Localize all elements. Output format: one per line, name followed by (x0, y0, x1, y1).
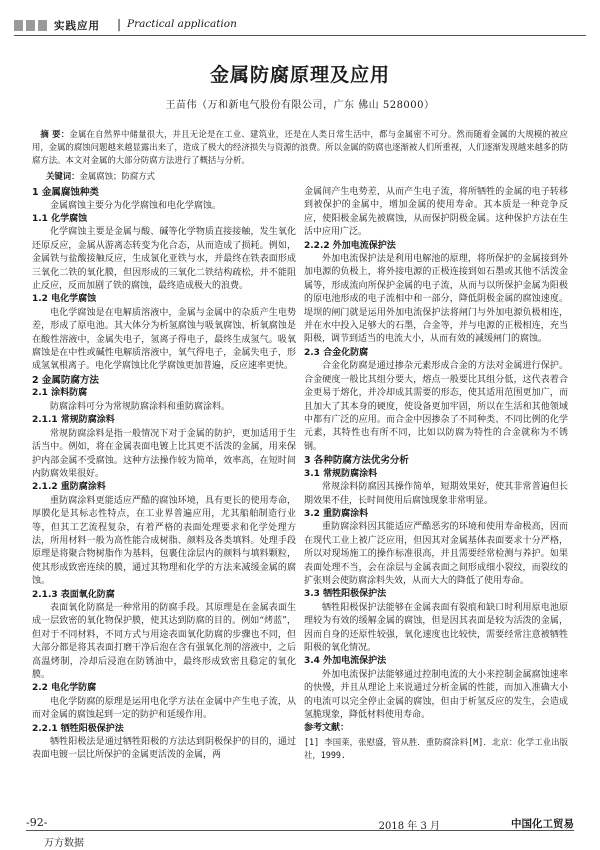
body-column-right (304, 186, 568, 763)
abstract-text: 金属在自然界中储量很大，并且无论是在工业、建筑业，还是在人类日常生活中，都与金属密不可分。然而随着金属的大规模的被应用，金属的腐蚀问题越来越显露出来了，造成了极大的经济损失与资源的浪费。所以金属的防腐也逐渐被人们所重视，人们逐渐发现越来越多的防腐方法。本文对金属的大部分防腐方法进行了概括与分析。 (32, 129, 568, 166)
body-column-left (32, 186, 296, 763)
header-section-cn: 实践应用 (54, 20, 100, 32)
article-author: 王苗伟（万和新电气股份有限公司，广东 佛山 528000） (165, 100, 435, 111)
right-subsection-heading: 3.4 外加电流保护法 (304, 656, 387, 667)
left-subsection-heading: 2.2.1 牺牲阳极保护法 (32, 723, 124, 734)
abstract-label: 摘 要： (40, 129, 70, 139)
left-subsection-heading: 2.1.1 常规防腐涂料 (32, 415, 115, 426)
left-section-heading: 1 金属腐蚀种类 (32, 187, 99, 198)
header-decor-squares (14, 20, 48, 31)
left-body-paragraph: 牺牲阳极法是通过牺牲阳极的方法达到阴极保护的目的，通过表面电镀一层比所保护的金属更活泼的金属，两 (32, 737, 296, 761)
right-body-paragraph: 外加电流保护法能够通过控制电流的大小来控制金属腐蚀速率的快慢，并且从理论上来说通过分析金属的性能，而加入准确大小的电流可以完全停止金属的腐蚀，但由于析氢反应的发生，会造成氢脆现象，降低材料使用寿命。 (304, 669, 568, 721)
left-subsection-heading: 2.1.2 重防腐涂料 (32, 482, 106, 493)
right-subsection-heading: 3.2 重防腐涂料 (304, 508, 369, 519)
article-title: 金属防腐原理及应用 (209, 64, 390, 86)
right-subsection-heading: 3.1 常规防腐涂料 (304, 468, 378, 479)
left-body-paragraph: 重防腐涂料更能适应严酷的腐蚀环境，具有更长的使用寿命，厚膜化是其标志性特点，在工业界普遍应用，尤其船舶制造行业等，但其工艺流程复杂，有着严格的表面处理要求和化学处理方法，所用材料一般为高性能合成树脂、颜料及各类填料。处理手段原理是将聚合物树脂作为基料，包裹住涂层内的颜料与填料颗粒，使其形成致密连续的膜，通过其物理和化学的方法来减缓金属的腐蚀。 (32, 495, 296, 587)
header-separator: | (117, 17, 122, 31)
page-footer (26, 816, 574, 849)
database-brand: 万方数据 (44, 838, 84, 849)
right-subsection-heading: 2.3 合金化防腐 (304, 347, 369, 358)
abstract (32, 128, 568, 168)
right-body-paragraph: 常规涂料防腐因其操作简单，短期效果好，使其非常普遍但长期效果不佳，长时间使用后腐蚀现象非常明显。 (304, 482, 568, 506)
right-body-paragraph: 金属间产生电势差，从而产生电子流，将所牺牲的金属的电子转移到被保护的金属中，增加金属的使用寿命。其本质是一种竞争反应，使阳极金属先被腐蚀，从而保护阴极金属。这种保护方法在生活中应用广泛。 (304, 187, 568, 238)
right-section-heading: 3 各种防腐方法优劣分析 (304, 455, 409, 467)
left-subsection-heading: 1.1 化学腐蚀 (32, 214, 88, 224)
left-subsection-heading: 2.1 涂料防腐 (32, 388, 88, 399)
right-body-paragraph: 重防腐涂料因其能适应严酷恶劣的环境和使用寿命极高，因而在现代工业上被广泛应用，但因其对金属基体表面要求十分严格，所以对现场施工的操作标准很高，并且需要经常检测与养护。如果表面处理不当，会在涂层与金属表面之间形成细小裂纹，而裂纹的扩张则会使防腐涂料失效，从而大大的降低了使用寿命。 (304, 522, 568, 586)
left-body-paragraph: 电化学腐蚀是在电解质溶液中，金属与金属中的杂质产生电势差，形成了原电池。其大体分为析氢腐蚀与吸氧腐蚀、析氧腐蚀是在酸性溶液中，金属失电子，氢离子得电子，最终生成氢气。吸氧腐蚀是在中性或碱性电解质溶液中，氧气得电子，金属失电子，形成氢氧根离子。电化学腐蚀比化学腐蚀更加普遍，反应速率更快。 (32, 307, 296, 372)
right-subsection-heading: 参考文献： (304, 723, 350, 734)
left-body-paragraph: 防腐涂料可分为常规防腐涂料和重防腐涂料。 (50, 401, 231, 412)
right-body-paragraph: 合金化防腐是通过掺杂元素形成合金的方法对金属进行保护。合金硬度一般比其组分要大，熔点一般要比其组分低，这代表着合金更易于熔化，并冷却成其需要的形态，使其适用范围更加广，而且加大了其本身的硬度，使设备更加牢固，所以在生活和其他领域中都有广泛的应用。而合金中因掺杂了不同种类、不同比例的化学元素，其特性也有所不同，比如以防腐为特性的合金就称为不锈钢。 (304, 361, 568, 452)
keywords-text: 金属腐蚀；防腐方式 (79, 171, 155, 181)
left-body-paragraph: 化学腐蚀主要是金属与酸、碱等化学物质直接接触，发生氧化还原反应，金属从游离态转变为化合态，从而造成了损耗。例如，金属铁与盐酸接触反应，生成氯化亚铁与水，并最终在铁表面形成三氧化二铁的氧化膜，但因形成的三氧化二铁结构疏松，并不能阻止反应，反而加剧了铁的腐蚀，最终造成极大的浪费。 (32, 227, 296, 292)
left-body-paragraph: 金属腐蚀主要分为化学腐蚀和电化学腐蚀。 (50, 200, 222, 211)
keywords (46, 170, 155, 182)
issue-date: 2018 年 3 月 (378, 821, 440, 832)
left-subsection-heading: 2.2 电化学防腐 (32, 683, 97, 694)
left-section-heading: 2 金属防腐方法 (32, 374, 99, 386)
journal-name: 中国化工贸易 (511, 818, 574, 830)
footer-rule (26, 830, 574, 831)
keywords-label: 关键词： (46, 171, 80, 181)
right-body-paragraph: 外加电流保护法是利用电解池的原理，将所保护的金属接到外加电源的负极上，将外接电源的正极连接到如石墨或其他不活泼金属等，形成流向所保护金属的电子流，从而与以所保护金属为阳极的原电池形成的电子流相中和一部分，降低阴极金属的腐蚀速度。堤坝的闸门就是运用外加电流保护法将闸门与外加电源负极相连，并在水中投入足够大的石墨，合金等，并与电源的正极相连，充当阳极，调节到适当的电流大小，从而有效的减缓闸门的腐蚀。 (304, 254, 568, 345)
right-reference-item: [1] 李国莱，张慰盛，管从胜．重防腐涂料[M]．北京：化学工业出版社，1999. (304, 736, 568, 761)
left-body-paragraph: 表面氧化防腐是一种常用的防腐手段。其原理是在金属表面生成一层致密的氧化物保护膜，使其达到防腐的目的。例如“烤蓝”，但对于不同材料，不同方式与用途表面氧化防腐的步骤也不同，但大部分都是将其表面打磨干净后泡在含有强氧化剂的溶液中，之后高温烤制，冷却后浸泡在防锈油中，最终形成致密且稳定的氧化膜。 (32, 602, 296, 680)
right-subsection-heading: 3.3 牺牲阳极保护法 (304, 589, 387, 600)
running-header (14, 16, 586, 36)
left-subsection-heading: 1.2 电化学腐蚀 (32, 294, 97, 305)
left-subsection-heading: 2.1.3 表面氧化防腐 (32, 589, 115, 600)
left-body-paragraph: 常规防腐涂料是指一般情况下对于金属的防护，更加适用于生活当中。例如，将在金属表面电镀上比其更不活泼的金属，用来保护内部金属不受腐蚀。这种方法操作较为简单，效率高，在短时间内防腐效果很好。 (32, 428, 296, 479)
right-subsection-heading: 2.2.2 外加电流保护法 (304, 240, 396, 251)
header-rule (14, 35, 586, 36)
left-body-paragraph: 电化学防腐的原理是运用电化学方法在金属中产生电子流，从而对金属的腐蚀起到一定的防护和延缓作用。 (32, 696, 296, 721)
page-number: -92- (26, 816, 48, 829)
right-body-paragraph: 牺牲阳极保护法能够在金属表面有裂痕和缺口时利用原电池原理较为有效的缓解金属的腐蚀，但是因其表面是较为活泼的金属，因而自身的还原性较强，氧化速度也比较快，需要经常注意被牺牲阳极的氧化情况。 (304, 602, 568, 653)
header-section-en: Practical application (127, 18, 237, 30)
